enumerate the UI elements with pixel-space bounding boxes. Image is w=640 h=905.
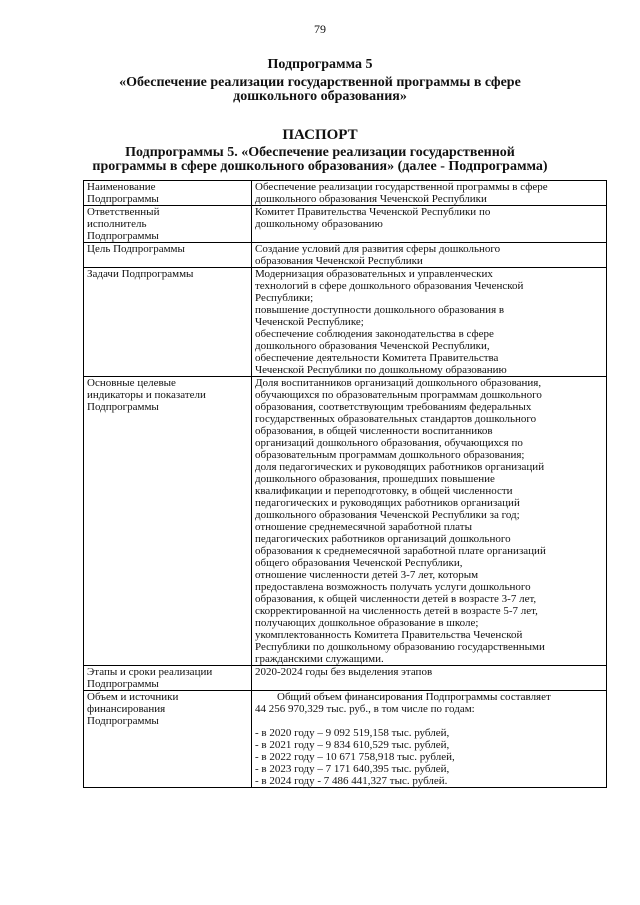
table-row-financing — [84, 691, 607, 788]
row-value-line: обучающихся по образовательным программам дошкольного — [255, 389, 542, 401]
row-label-line: исполнитель — [87, 218, 147, 230]
row-value-line: дошкольного образования Чеченской Республики, — [255, 340, 490, 352]
row-value-line: Чеченской Республики по дошкольному образованию — [255, 364, 507, 376]
row-value-line: скорректированной на численность детей в возрасте 5-7 лет, — [255, 605, 538, 617]
row-label-line: Ответственный — [87, 206, 160, 218]
row-value-line: Республики; — [255, 292, 314, 304]
row-label-line: Объем и источники — [87, 691, 179, 703]
table-row — [84, 181, 607, 206]
row-value-line: педагогических работников организаций дошкольного — [255, 533, 511, 545]
row-value-line: отношение среднемесячной заработной платы — [255, 521, 472, 533]
row-label-line: Подпрограммы — [87, 193, 159, 205]
row-value-line: Комитет Правительства Чеченской Республики по — [255, 206, 491, 218]
row-value-line: государственных образовательных стандартов дошкольного — [255, 413, 537, 425]
row-label-line: Подпрограммы — [87, 401, 159, 413]
financing-year-line: - в 2020 году – 9 092 519,158 тыс. рублей, — [255, 727, 450, 739]
title-line: «Обеспечение реализации государственной программы в сфере — [119, 75, 521, 90]
row-value-line: доля педагогических и руководящих работников организаций — [255, 461, 545, 473]
row-value-line: образования Чеченской Республики — [255, 255, 423, 267]
row-value-line: дошкольного образования, прошедших повышение — [255, 473, 495, 485]
passport-heading: ПАСПОРТ — [282, 127, 358, 143]
passport-subtitle — [0, 146, 640, 174]
row-value-line: получающих дошкольное образование в школе; — [255, 617, 479, 629]
row-value-line: дошкольному образованию — [255, 218, 383, 230]
row-value-cell — [252, 181, 607, 206]
row-label-cell — [84, 181, 252, 206]
row-label-line: Подпрограммы — [87, 715, 159, 727]
table-row — [84, 206, 607, 243]
row-value-cell — [252, 666, 607, 691]
financing-year-line: - в 2024 году - 7 486 441,327 тыс. рублей. — [255, 775, 448, 787]
row-label-line: Подпрограммы — [87, 230, 159, 242]
row-label-cell — [84, 243, 252, 268]
passport-table — [83, 180, 607, 788]
row-label-line: Наименование — [87, 181, 156, 193]
financing-year-line: - в 2023 году – 7 171 640,395 тыс. рублей, — [255, 763, 450, 775]
page-number: 79 — [314, 22, 326, 36]
financing-value-cell — [252, 691, 607, 788]
table-row — [84, 268, 607, 377]
row-value-line: укомплектованность Комитета Правительства Чеченской — [255, 629, 523, 641]
row-value-line: дошкольного образования Чеченской Республики — [255, 193, 487, 205]
spacer — [255, 715, 603, 727]
subprogram-title — [0, 76, 640, 104]
row-value-cell — [252, 243, 607, 268]
table-row — [84, 666, 607, 691]
row-value-line: обеспечение соблюдения законодательства в сфере — [255, 328, 494, 340]
financing-year-line: - в 2021 году – 9 834 610,529 тыс. рублей, — [255, 739, 450, 751]
row-value-line: организаций дошкольного образования, обучающихся по — [255, 437, 523, 449]
row-value-line: Чеченской Республике; — [255, 316, 364, 328]
table-row — [84, 377, 607, 666]
title-line: дошкольного образования» — [233, 89, 407, 104]
row-label-line: Этапы и сроки реализации — [87, 666, 213, 678]
financing-intro-line: Общий объем финансирования Подпрограммы составляет — [277, 691, 551, 703]
row-value-line: образования, в общей численности воспитанников — [255, 425, 493, 437]
row-value-line: предоставлена возможность получать услуги дошкольного — [255, 581, 531, 593]
row-value-line: педагогических и руководящих работников организаций — [255, 497, 520, 509]
row-value-line: технологий в сфере дошкольного образования Чеченской — [255, 280, 524, 292]
financing-label-cell — [84, 691, 252, 788]
row-value-line: дошкольного образования Чеченской Республики за год; — [255, 509, 520, 521]
passport-subtitle-line: программы в сфере дошкольного образования» (далее - Подпрограмма) — [92, 159, 548, 174]
row-value-line: Доля воспитанников организаций дошкольного образования, — [255, 377, 542, 389]
row-label-line: Основные целевые — [87, 377, 176, 389]
financing-intro-line: 44 256 970,329 тыс. руб., в том числе по годам: — [255, 703, 475, 715]
row-label-line: Подпрограммы — [87, 678, 159, 690]
row-value-line: образования к среднемесячной заработной плате организаций — [255, 545, 546, 557]
row-value-line: Создание условий для развития сферы дошкольного — [255, 243, 501, 255]
row-label-line: Цель Подпрограммы — [87, 243, 185, 255]
row-value-cell — [252, 206, 607, 243]
row-value-line: образовательным программам дошкольного образования; — [255, 449, 525, 461]
row-value-cell — [252, 268, 607, 377]
row-value-cell — [252, 377, 607, 666]
row-value-line: обеспечение деятельности Комитета Правительства — [255, 352, 499, 364]
row-label-line: индикаторы и показатели — [87, 389, 206, 401]
row-label-line: Задачи Подпрограммы — [87, 268, 194, 280]
row-value-line: образования, соответствующим требованиям федеральных — [255, 401, 532, 413]
passport-subtitle-line: Подпрограммы 5. «Обеспечение реализации государственной — [125, 145, 515, 160]
table-row — [84, 243, 607, 268]
row-value-line: гражданскими служащими. — [255, 653, 384, 665]
row-label-line: финансирования — [87, 703, 166, 715]
row-label-cell — [84, 268, 252, 377]
row-value-line: образования, к общей численности детей в возрасте 3-7 лет, — [255, 593, 537, 605]
row-label-cell — [84, 377, 252, 666]
row-label-cell — [84, 206, 252, 243]
row-value-line: Обеспечение реализации государственной программы в сфере — [255, 181, 548, 193]
row-label-cell — [84, 666, 252, 691]
row-value-line: повышение доступности дошкольного образования в — [255, 304, 505, 316]
row-value-line: квалификации и переподготовку, в общей численности — [255, 485, 513, 497]
row-value-line: Модернизация образовательных и управленческих — [255, 268, 493, 280]
financing-year-line: - в 2022 году – 10 671 758,918 тыс. рублей, — [255, 751, 455, 763]
subprogram-heading: Подпрограмма 5 — [267, 57, 373, 72]
row-value-line: 2020-2024 годы без выделения этапов — [255, 666, 433, 678]
row-value-line: Республики по дошкольному образованию государственными — [255, 641, 545, 653]
row-value-line: отношение численности детей 3-7 лет, которым — [255, 569, 479, 581]
row-value-line: общего образования Чеченской Республики, — [255, 557, 463, 569]
